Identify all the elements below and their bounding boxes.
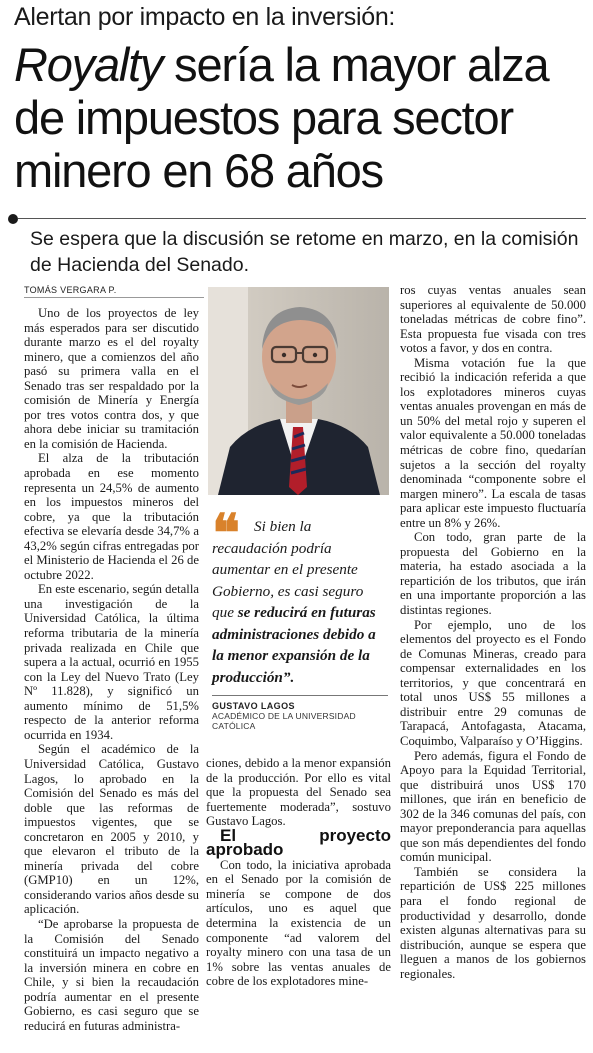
paragraph: Uno de los proyectos de ley más esperados para ser discutido durante marzo es el del royalty minero, que a comienzos del año pasó su primera valla en el Senado tras ser respaldado por la comisión de Minería y Energía por tres votos contra dos, y que ahora debe iniciar su tramitación en la comisión de Hacienda. (24, 306, 199, 451)
section-subhead: El proyecto aprobado (206, 825, 391, 860)
headline-text: sería la mayor alza de impuestos para sector minero en 68 años (14, 38, 549, 197)
quote-divider (212, 695, 388, 696)
paragraph: En este escenario, según detalla una investigación de la Universidad Católica, la última reforma tributaria de la minería privada realizada en Chile que supera a la actual, ocurrió en 1955 con la Ley del Nuevo Trato (Ley Nº 11.828), y significó un aumento mínimo de 51,5% respecto de la anterior reforma ocurrida en 1934. (24, 582, 199, 742)
article-headline (14, 38, 589, 197)
pull-quote-emphasis: se reducirá en futuras administraciones debido a la menor expansión de la producción (212, 604, 376, 686)
pull-quote (212, 503, 388, 731)
paragraph: “De aprobarse la propuesta de la Comisión del Senado constituirá un impacto negativo a la inversión minera en cobre en Chile, y si bien la recaudación podría aumentar en el presente Gobierno, es casi seguro que se reducirá en futuras administra- (24, 916, 199, 1033)
pull-quote-part1: Si bien la recaudación podría aumentar en el presente Gobierno, es casi seguro que (212, 518, 364, 621)
paragraph: Con todo, gran parte de la propuesta del Gobierno en la materia, ha estado asociada a la repartición de los tributos, que irán en una importante proporción a las distintas regiones. (400, 530, 586, 618)
quote-attribution-role: ACADÉMICO DE LA UNIVERSIDAD CATÓLICA (212, 711, 356, 731)
quote-attribution-name: GUSTAVO LAGOS (212, 701, 295, 711)
paragraph: El alza de la tributación aprobada en ese momento representa un 24,5% de aumento en los impuestos mineros del cobre, ya que la tributación efectiva se elevaría desde 34,7% a 43,2% según cifras entregadas por el Ministerio de Hacienda el 26 de octubre 2022. (24, 451, 199, 582)
column-3 (400, 283, 586, 981)
headline-italic-word: Royalty (14, 38, 163, 91)
paragraph: ros cuyas ventas anuales sean superiores al equivalente de 50.000 toneladas métricas de cobre fino”. Esta propuesta fue visada con tres votos a favor, y dos en contra. (400, 283, 586, 356)
article-kicker: Alertan por impacto en la inversión: (14, 3, 396, 31)
deck-bullet-icon (8, 214, 18, 224)
portrait-illustration (208, 287, 389, 495)
column-1 (24, 306, 199, 1033)
paragraph: Según el académico de la Universidad Católica, Gustavo Lagos, lo aprobado en la Comisión del Senado es más del doble que las reformas de impuestos vigentes, que se concretaron en 2005 y 2010, y que elevaron el tributo de la minería privada del cobre (GMP10) en un 12%, considerando varios años desde su aplicación. (24, 742, 199, 917)
paragraph: También se considera la repartición de US$ 225 millones para el fondo regional de productividad y desarrollo, donde existen algunas alternativas para su distribución, aunque se espera que lleguen a manos de los gobiernos regionales. (400, 864, 586, 981)
pull-quote-end: ”. (282, 668, 295, 686)
paragraph: Misma votación fue la que recibió la indicación referida a que los explotadores mineros cuyas ventas anuales provengan en más de un 50% del metal rojo y superen el valor equivalente a 50.000 toneladas métricas de cobre fino, quedarían sujetos a la sección del royalty denominada “componente sobre el margen minero”. La escala de tasas para aplicar este impuesto fluctuaría entre un 8% y 26%. (400, 355, 586, 530)
portrait-photo (208, 287, 389, 495)
paragraph: ciones, debido a la menor expansión de la producción. Por ello es vital que la propuesta del Senado sea fuertemente moderada”, sostuvo Gustavo Lagos. (206, 756, 391, 829)
paragraph: Pero además, figura el Fondo de Apoyo para la Equidad Territorial, que distribuirá unos US$ 170 millones, que irán en beneficio de 302 de la 346 comunas del país, con mayor preponderancia para aquellas que son más dependientes del fondo común municipal. (400, 748, 586, 865)
article-deck: Se espera que la discusión se retome en marzo, en la comisión de Hacienda del Senado. (30, 228, 579, 276)
paragraph: Con todo, la iniciativa aprobada en el Senado por la comisión de minería se compone de dos artículos, uno es aquel que determina la existencia de un componente “ad valorem del royalty minero con una tasa de un 1% sobre las ventas anuales de cobre de los explotadores mine- (206, 857, 391, 989)
paragraph: Por ejemplo, uno de los elementos del proyecto es el Fondo de Comunas Mineras, creado para compensar externalidades en los territorios, y que concentrará en total unos US$ 55 millones a distribuir entre 29 comunas de Tarapacá, Antofagasta, Atacama, Coquimbo, Valparaíso y O’Higgins. (400, 617, 586, 748)
deck-divider (18, 218, 586, 219)
quote-mark-icon: ❝ (212, 503, 240, 564)
byline: TOMÁS VERGARA P. (24, 285, 204, 298)
column-2 (206, 756, 391, 989)
